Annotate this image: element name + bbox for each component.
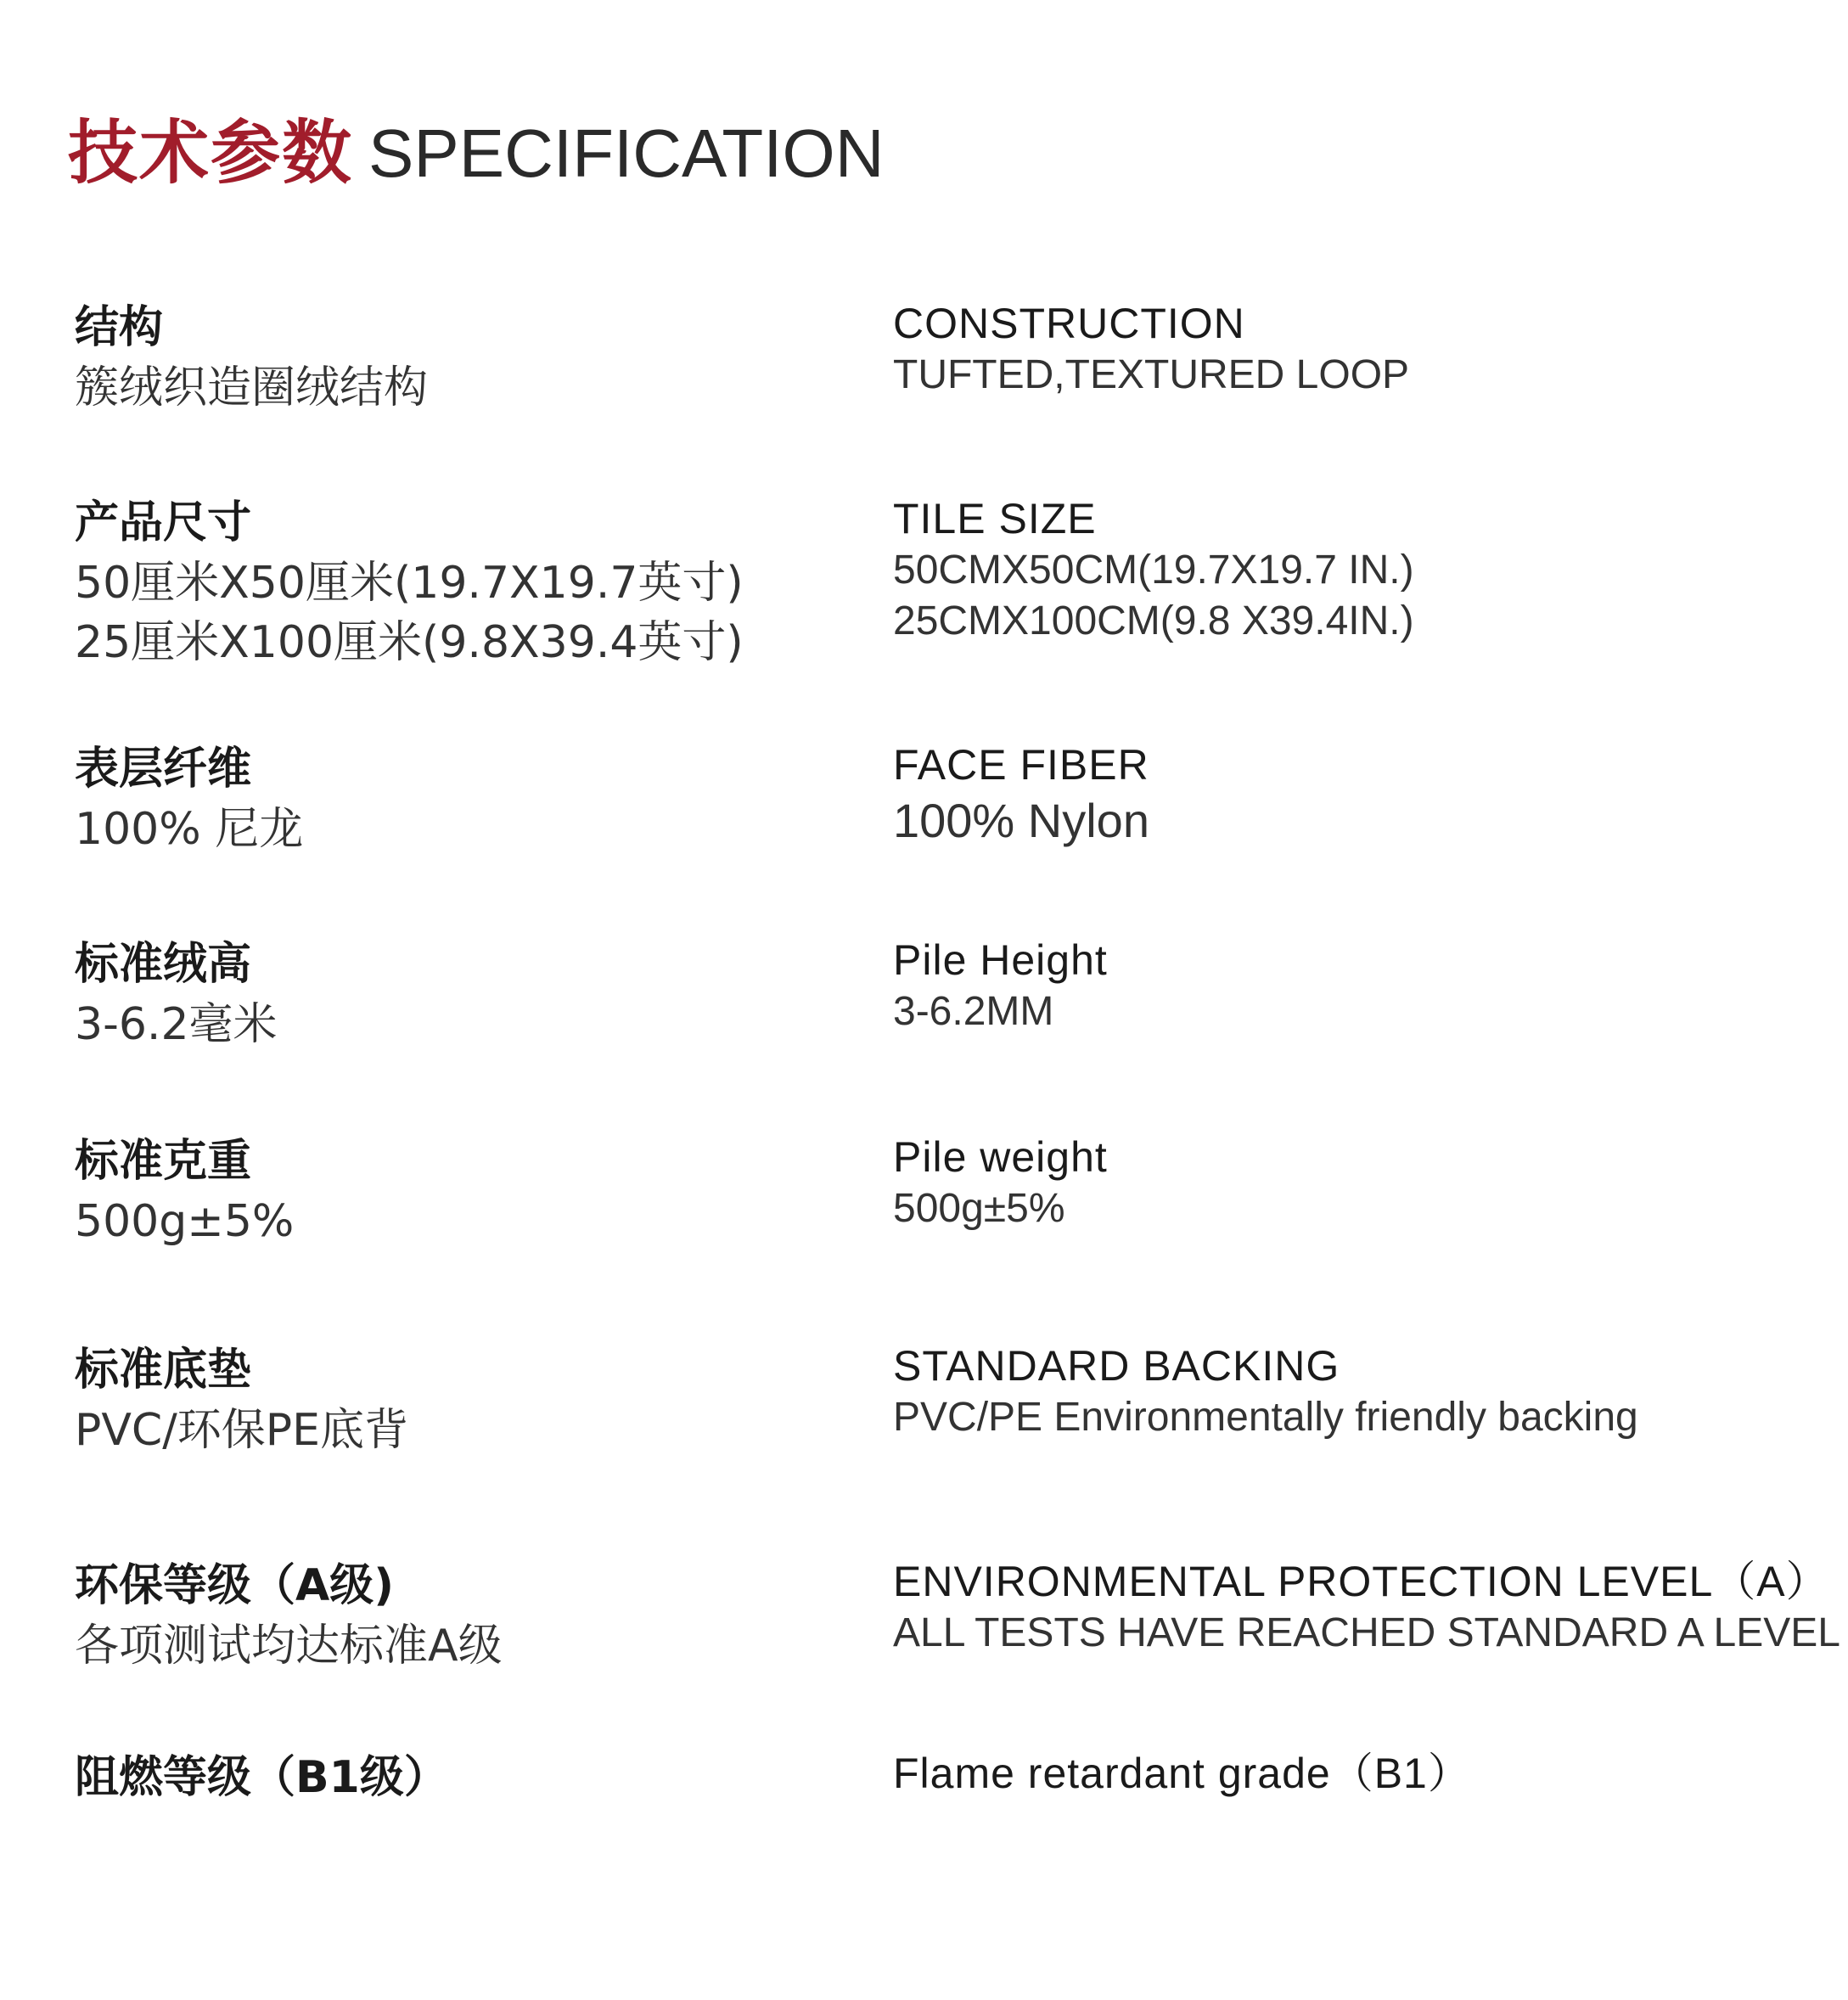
spec-heading-zh: 环保等级（A级) (75, 1560, 395, 1611)
spec-heading-en: STANDARD BACKING (893, 1342, 1340, 1390)
spec-value-en: 50CMX50CM(19.7X19.7 IN.) (893, 548, 1414, 593)
spec-heading-en: FACE FIBER (893, 741, 1149, 789)
page-title-zh: 技术参数 (68, 113, 354, 194)
spec-face-fiber-en (893, 739, 1810, 851)
spec-pile-height-zh (75, 934, 839, 1054)
spec-heading-en: Pile weight (893, 1133, 1108, 1181)
page-title (68, 113, 885, 194)
spec-value-en: ALL TESTS HAVE REACHED STANDARD A LEVEL (893, 1610, 1840, 1655)
spec-value-zh: 25厘米X100厘米(9.8X39.4英寸) (75, 617, 744, 668)
spec-face-fiber-zh (75, 739, 839, 859)
page-title-en: SPECIFICATION (368, 115, 885, 191)
spec-environmental-level-zh (75, 1555, 839, 1676)
spec-value-en: PVC/PE Environmentally friendly backing (893, 1395, 1638, 1440)
spec-heading-zh: 结构 (75, 302, 164, 353)
spec-flame-retardant-zh (75, 1747, 839, 1808)
spec-pile-weight-en (893, 1131, 1810, 1234)
spec-value-zh: 50厘米X50厘米(19.7X19.7英寸) (75, 558, 744, 609)
spec-flame-retardant-en (893, 1747, 1810, 1800)
spec-value-en: 25CMX100CM(9.8 X39.4IN.) (893, 598, 1414, 643)
spec-heading-en: CONSTRUCTION (893, 300, 1245, 347)
spec-heading-zh: 标准底垫 (75, 1345, 252, 1396)
spec-heading-en: Pile Height (893, 936, 1108, 984)
spec-construction-zh (75, 297, 839, 418)
spec-value-zh: 500g±5% (75, 1196, 295, 1247)
spec-backing-en (893, 1340, 1810, 1443)
spec-heading-zh: 阻燃等级（B1级） (75, 1752, 448, 1803)
spec-heading-zh: 标准绒高 (75, 939, 252, 990)
spec-value-zh: 3-6.2毫米 (75, 999, 278, 1050)
spec-value-zh: 100% 尼龙 (75, 804, 304, 855)
spec-heading-en: ENVIRONMENTAL PROTECTION LEVEL（A） (893, 1558, 1829, 1605)
spec-heading-en: TILE SIZE (893, 495, 1097, 542)
spec-environmental-level-en (893, 1555, 1840, 1659)
spec-value-zh: 各项测试均达标准A级 (75, 1621, 503, 1671)
spec-heading-en: Flame retardant grade（B1） (893, 1750, 1471, 1797)
spec-construction-en (893, 297, 1810, 401)
spec-pile-weight-zh (75, 1131, 839, 1251)
spec-tile-size-zh (75, 492, 839, 672)
spec-heading-zh: 产品尺寸 (75, 497, 252, 548)
spec-value-en: 3-6.2MM (893, 989, 1054, 1034)
spec-value-en: 500g±5% (893, 1186, 1065, 1231)
spec-value-en: TUFTED,TEXTURED LOOP (893, 352, 1410, 397)
spec-heading-zh: 标准克重 (75, 1136, 252, 1187)
spec-backing-zh (75, 1340, 839, 1460)
spec-value-zh: 簇绒织造圈绒结构 (75, 362, 429, 413)
spec-pile-height-en (893, 934, 1810, 1037)
spec-value-zh: PVC/环保PE底背 (75, 1405, 408, 1456)
spec-heading-zh: 表层纤维 (75, 744, 252, 795)
spec-tile-size-en (893, 492, 1810, 647)
spec-value-en: 100% Nylon (893, 794, 1149, 847)
